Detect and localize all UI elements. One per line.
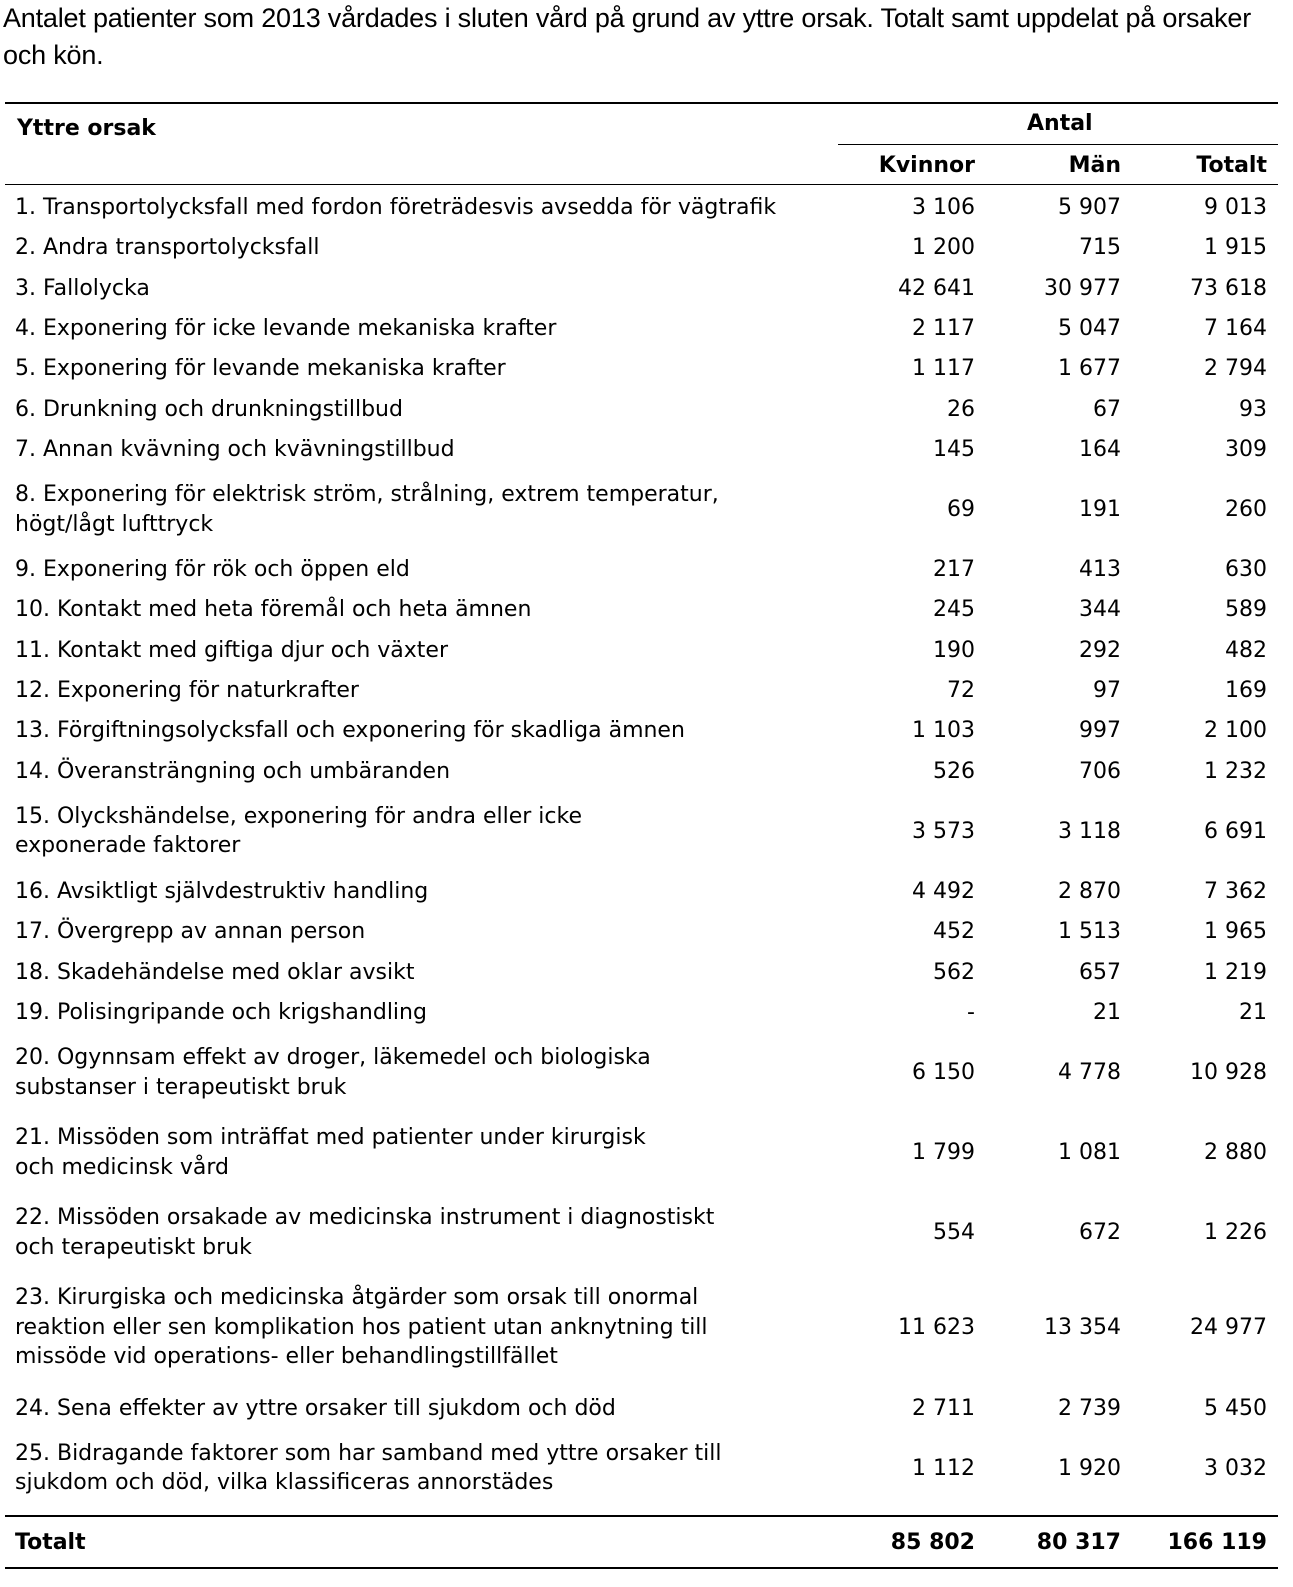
row-value-totalt: 73 618	[1190, 275, 1267, 301]
row-value-kvinnor: 3 106	[912, 195, 975, 220]
header-cause: Yttre orsak	[17, 116, 156, 141]
row-value-man: 413	[1079, 557, 1121, 583]
row-value-totalt: 21	[1239, 999, 1267, 1025]
header-totalt: Totalt	[1196, 153, 1267, 178]
row-value-totalt: 1 219	[1204, 959, 1267, 985]
total-kvinnor: 85 802	[890, 1530, 975, 1555]
row-value-kvinnor: 69	[947, 496, 975, 522]
row-value-totalt: 1 232	[1204, 758, 1267, 784]
row-value-man: 1 677	[1058, 356, 1121, 382]
row-value-totalt: 2 794	[1204, 356, 1267, 382]
row-value-totalt: 7 164	[1204, 315, 1267, 341]
row-label: 13. Förgiftningsolycksfall och exponering för skadliga ämnen	[15, 718, 685, 744]
row-value-totalt: 630	[1225, 557, 1267, 583]
row-value-kvinnor: 452	[933, 919, 975, 945]
total-man: 80 317	[1036, 1530, 1121, 1555]
total-top-rule	[5, 1515, 1278, 1517]
row-label: 5. Exponering för levande mekaniska krafter	[15, 356, 506, 382]
row-label: 19. Polisingripande och krigshandling	[15, 999, 427, 1025]
row-value-totalt: 10 928	[1190, 1059, 1267, 1085]
row-value-kvinnor: 26	[947, 396, 975, 422]
header-group-antal: Antal	[1027, 111, 1093, 136]
row-value-man: 21	[1093, 999, 1121, 1025]
row-value-totalt: 1 915	[1204, 235, 1267, 261]
row-value-man: 164	[1079, 436, 1121, 462]
row-value-kvinnor: 3 573	[912, 818, 975, 844]
row-value-kvinnor: 1 117	[912, 356, 975, 382]
row-value-totalt: 169	[1225, 678, 1267, 703]
row-label: 14. Överansträngning och umbäranden	[15, 758, 451, 784]
row-label: 2. Andra transportolycksfall	[15, 235, 320, 261]
row-value-kvinnor: 554	[933, 1219, 975, 1245]
row-value-totalt: 7 362	[1204, 878, 1267, 904]
row-value-man: 657	[1079, 959, 1121, 985]
row-value-totalt: 1 226	[1204, 1219, 1267, 1245]
row-label: 10. Kontakt med heta föremål och heta ämnen	[15, 597, 532, 623]
row-label: 1. Transportolycksfall med fordon företrädesvis avsedda för vägtrafik	[15, 195, 777, 220]
row-value-kvinnor: 217	[933, 557, 975, 583]
row-value-man: 1 513	[1058, 919, 1121, 945]
header-kvinnor: Kvinnor	[878, 153, 975, 178]
row-label: 7. Annan kvävning och kvävningstillbud	[15, 436, 455, 462]
row-value-kvinnor: 562	[933, 959, 975, 985]
row-value-totalt: 5 450	[1204, 1395, 1267, 1421]
row-value-kvinnor: 1 200	[912, 235, 975, 261]
row-value-man: 13 354	[1044, 1314, 1121, 1340]
row-value-man: 191	[1079, 496, 1121, 522]
row-value-man: 3 118	[1058, 818, 1121, 844]
row-value-kvinnor: 42 641	[898, 275, 975, 301]
row-value-kvinnor: 1 799	[912, 1139, 975, 1165]
row-value-man: 344	[1079, 597, 1121, 623]
row-value-man: 5 047	[1058, 315, 1121, 341]
row-value-kvinnor: 190	[933, 637, 975, 663]
row-label: 17. Övergrepp av annan person	[15, 919, 366, 945]
row-value-kvinnor: 2 711	[912, 1395, 975, 1421]
total-label: Totalt	[15, 1530, 86, 1555]
row-label: 11. Kontakt med giftiga djur och växter	[15, 637, 448, 663]
row-label: 23. Kirurgiska och medicinska åtgärder som orsak till onormal reaktion eller sen komplikation hos patient utan anknytning till missöde vid operations- eller behandlingstillfället	[15, 1285, 708, 1370]
row-value-kvinnor: 4 492	[912, 878, 975, 904]
row-value-totalt: 482	[1225, 637, 1267, 663]
row-value-man: 30 977	[1044, 275, 1121, 301]
row-label: 12. Exponering för naturkrafter	[15, 678, 359, 703]
row-value-man: 2 870	[1058, 878, 1121, 904]
table-top-rule	[5, 102, 1278, 104]
row-value-man: 706	[1079, 758, 1121, 784]
row-value-kvinnor: 245	[933, 597, 975, 623]
table-bottom-rule	[5, 1567, 1278, 1569]
row-value-totalt: 1 965	[1204, 919, 1267, 945]
row-value-kvinnor: 2 117	[912, 315, 975, 341]
row-label: 20. Ogynnsam effekt av droger, läkemedel och biologiska substanser i terapeutiskt bruk	[15, 1045, 651, 1100]
row-value-kvinnor: 72	[947, 678, 975, 703]
row-value-man: 672	[1079, 1219, 1121, 1245]
row-value-totalt: 9 013	[1204, 195, 1267, 220]
row-value-totalt: 6 691	[1204, 818, 1267, 844]
row-value-kvinnor: 526	[933, 758, 975, 784]
row-label: 8. Exponering för elektrisk ström, strålning, extrem temperatur, högt/lågt lufttryck	[15, 482, 719, 537]
header-bottom-rule	[5, 184, 1278, 185]
row-value-kvinnor: -	[967, 999, 975, 1025]
row-value-totalt: 24 977	[1190, 1314, 1267, 1340]
row-value-man: 4 778	[1058, 1059, 1121, 1085]
row-value-totalt: 93	[1239, 396, 1267, 422]
row-value-man: 2 739	[1058, 1395, 1121, 1421]
row-value-man: 997	[1079, 718, 1121, 744]
row-value-man: 292	[1079, 637, 1121, 663]
header-man: Män	[1068, 153, 1121, 178]
row-label: 3. Fallolycka	[15, 275, 150, 301]
row-value-kvinnor: 11 623	[898, 1314, 975, 1340]
row-value-man: 5 907	[1058, 195, 1121, 220]
row-value-kvinnor: 1 103	[912, 718, 975, 744]
row-value-man: 1 920	[1058, 1455, 1121, 1481]
row-value-totalt: 309	[1225, 436, 1267, 462]
row-value-totalt: 3 032	[1204, 1455, 1267, 1481]
row-label: 4. Exponering för icke levande mekaniska krafter	[15, 315, 557, 341]
row-value-totalt: 2 880	[1204, 1139, 1267, 1165]
row-value-totalt: 260	[1225, 496, 1267, 522]
row-value-totalt: 2 100	[1204, 718, 1267, 744]
row-label: 15. Olyckshändelse, exponering för andra eller icke exponerade faktorer	[15, 803, 583, 859]
row-value-man: 1 081	[1058, 1139, 1121, 1165]
row-value-kvinnor: 1 112	[912, 1455, 975, 1481]
row-label: 21. Missöden som inträffat med patienter under kirurgisk och medicinsk vård	[15, 1125, 646, 1180]
row-label: 18. Skadehändelse med oklar avsikt	[15, 959, 415, 985]
row-value-man: 97	[1093, 678, 1121, 703]
row-value-man: 67	[1093, 396, 1121, 422]
row-label: 24. Sena effekter av yttre orsaker till sjukdom och död	[15, 1395, 616, 1421]
row-label: 16. Avsiktligt självdestruktiv handling	[15, 878, 429, 904]
row-value-man: 715	[1079, 235, 1121, 261]
row-label: 25. Bidragande faktorer som har samband med yttre orsaker till sjukdom och död, vilka klassificeras annorstädes	[15, 1440, 722, 1496]
row-value-kvinnor: 145	[933, 436, 975, 462]
page-title: Antalet patienter som 2013 vårdades i sluten vård på grund av yttre orsak. Totalt samt uppdelat på orsaker och kön.	[3, 3, 1252, 70]
row-value-kvinnor: 6 150	[912, 1059, 975, 1085]
row-label: 9. Exponering för rök och öppen eld	[15, 557, 410, 583]
row-label: 6. Drunkning och drunkningstillbud	[15, 396, 403, 422]
total-totalt: 166 119	[1167, 1530, 1267, 1555]
header-group-rule	[838, 144, 1278, 145]
row-label: 22. Missöden orsakade av medicinska instrument i diagnostiskt och terapeutiskt bruk	[15, 1205, 715, 1260]
row-value-totalt: 589	[1225, 597, 1267, 623]
